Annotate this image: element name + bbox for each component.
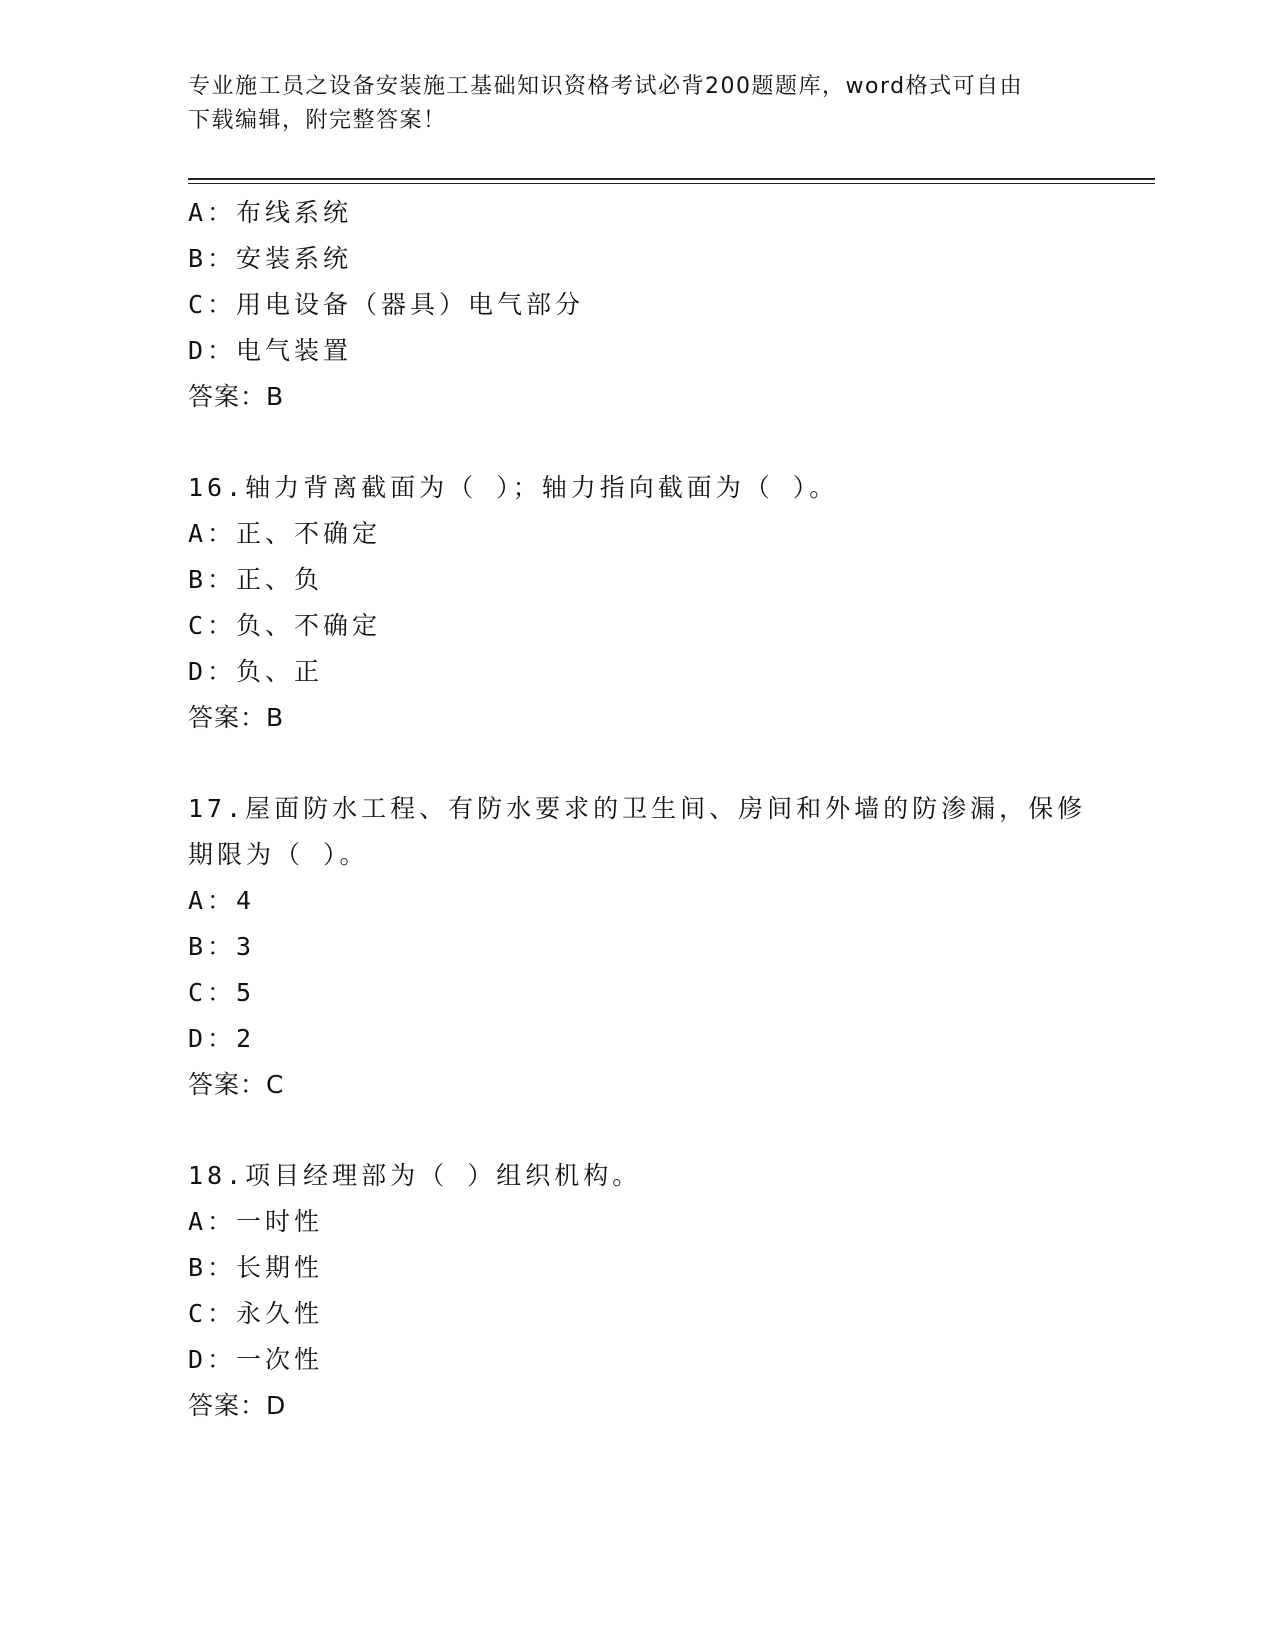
header-divider-thick — [188, 178, 1155, 180]
option-b: B：安装系统 — [188, 244, 353, 273]
question-block-16 — [188, 465, 1088, 741]
option-c: C：5 — [188, 978, 256, 1007]
header-line-2: 下载编辑，附完整答案！ — [188, 108, 447, 133]
option-b: B：长期性 — [188, 1253, 324, 1282]
option-c: C：负、不确定 — [188, 611, 382, 640]
answer-line: 答案：D — [188, 1391, 287, 1420]
answer-line: 答案：C — [188, 1070, 285, 1099]
option-a: A：正、不确定 — [188, 519, 382, 548]
option-b: B：3 — [188, 932, 256, 961]
question-block-15 — [188, 190, 1088, 420]
option-a: A：一时性 — [188, 1207, 324, 1236]
option-c: C：用电设备（器具）电气部分 — [188, 290, 585, 319]
question-text-line-2: 期限为（ ）。 — [188, 840, 369, 869]
answer-line: 答案：B — [188, 703, 285, 732]
question-text-line-1: 17.屋面防水工程、有防水要求的卫生间、房间和外墙的防渗漏，保修 — [188, 794, 1087, 823]
header-line-1: 专业施工员之设备安装施工基础知识资格考试必背200题题库，word格式可自由 — [188, 74, 1024, 99]
header-divider-thin — [188, 183, 1155, 184]
option-d: D：一次性 — [188, 1345, 324, 1374]
document-header — [188, 70, 1088, 138]
question-content — [188, 190, 1088, 1474]
option-a: A：布线系统 — [188, 198, 353, 227]
question-block-17 — [188, 786, 1088, 1108]
option-d: D：电气装置 — [188, 336, 353, 365]
option-c: C：永久性 — [188, 1299, 324, 1328]
question-text: 18.项目经理部为（ ）组织机构。 — [188, 1161, 642, 1190]
option-d: D：负、正 — [188, 657, 324, 686]
option-d: D：2 — [188, 1024, 256, 1053]
option-a: A：4 — [188, 886, 256, 915]
question-text: 16.轴力背离截面为（ ）；轴力指向截面为（ ）。 — [188, 473, 839, 502]
answer-line: 答案：B — [188, 382, 285, 411]
question-block-18 — [188, 1153, 1088, 1429]
option-b: B：正、负 — [188, 565, 324, 594]
